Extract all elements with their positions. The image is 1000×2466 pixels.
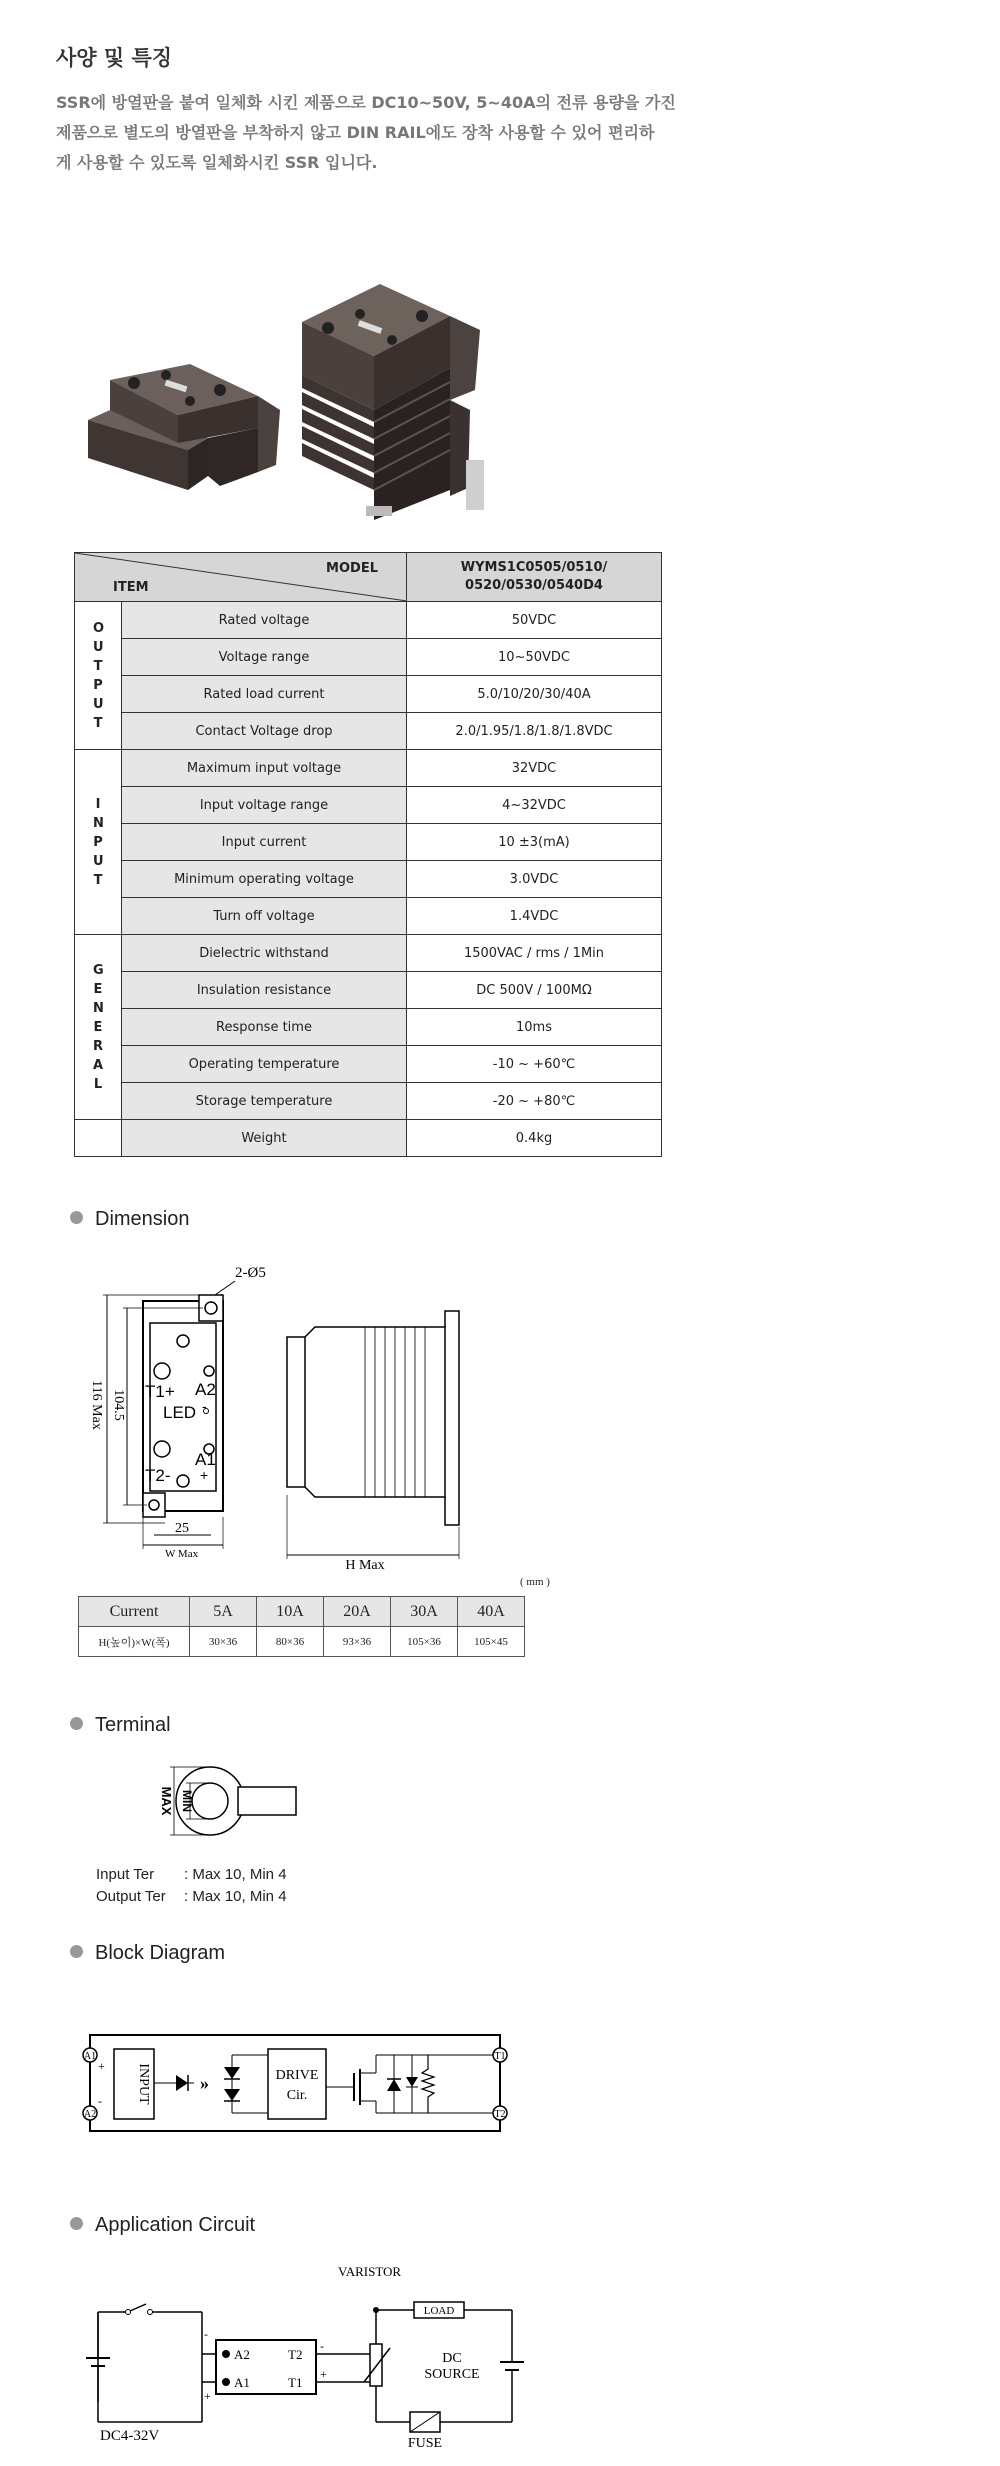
t2-label: T2 — [288, 2347, 303, 2362]
a1-label: A1 — [195, 1450, 216, 1469]
spec-value: 2.0/1.95/1.8/1.8/1.8VDC — [407, 713, 662, 750]
current-header: 5A — [190, 1597, 257, 1627]
minus-label: - — [204, 2327, 208, 2341]
spec-item: Response time — [122, 1009, 407, 1046]
block-diagram — [76, 2025, 516, 2145]
header-item: ITEM — [113, 580, 149, 595]
current-header: 10A — [257, 1597, 324, 1627]
current-header: 30A — [391, 1597, 458, 1627]
spec-item: Maximum input voltage — [122, 750, 407, 787]
weight-blank — [75, 1120, 122, 1157]
spec-value: 10 ±3(mA) — [407, 824, 662, 861]
load-label: LOAD — [423, 2305, 455, 2317]
t1-label: T1+ — [145, 1382, 175, 1401]
dimension-drawing — [75, 1255, 475, 1585]
description-line: 제품으로 별도의 방열판을 부착하지 않고 DIN RAIL에도 장착 사용할 수 있어 편리하 — [56, 123, 655, 142]
spec-table — [74, 552, 662, 1157]
spec-item-weight: Weight — [122, 1120, 407, 1157]
section-title: Block Diagram — [95, 1942, 226, 1964]
page-title: 사양 및 특징 — [56, 46, 173, 70]
supply-label: DC4-32V — [100, 2428, 160, 2444]
terminal-min-label: MIN — [180, 1790, 194, 1812]
bullet-icon — [70, 1717, 83, 1730]
product-description — [56, 88, 696, 178]
dc-source-label-2: SOURCE — [424, 2367, 480, 2382]
input-terminal-spec: Input Ter : Max 10, Min 4 — [96, 1866, 287, 1883]
product-photo — [70, 260, 540, 530]
section-terminal — [70, 1714, 171, 1737]
spec-item: Contact Voltage drop — [122, 713, 407, 750]
current-header: Current — [79, 1597, 190, 1627]
current-row-label: H(높이)×W(폭) — [79, 1627, 190, 1657]
spec-item: Input current — [122, 824, 407, 861]
table-header-model-item — [75, 553, 407, 602]
spec-item: Dielectric withstand — [122, 935, 407, 972]
spec-item: Minimum operating voltage — [122, 861, 407, 898]
description-line: 게 사용할 수 있도록 일체화시킨 SSR 입니다. — [56, 153, 378, 172]
current-header: 40A — [458, 1597, 525, 1627]
spec-item: Voltage range — [122, 639, 407, 676]
spec-item: Rated voltage — [122, 602, 407, 639]
minus-label-right: - — [320, 2339, 324, 2353]
spec-item: Input voltage range — [122, 787, 407, 824]
current-cell: 80×36 — [257, 1627, 324, 1657]
minus-label: - — [98, 2094, 102, 2108]
unit-label: ( mm ) — [520, 1576, 550, 1588]
spec-value: 50VDC — [407, 602, 662, 639]
w-max-label: W Max — [165, 1548, 199, 1560]
a1-label: A1 — [234, 2375, 250, 2390]
group-label-output: O U T P U T — [75, 602, 122, 750]
current-header: 20A — [324, 1597, 391, 1627]
application-circuit-diagram — [80, 2262, 550, 2451]
group-label-input: I N P U T — [75, 750, 122, 935]
current-table — [78, 1596, 525, 1657]
t1-label: T1 — [288, 2375, 303, 2390]
model-value: WYMS1C0505/0510/ 0520/0530/0540D4 — [407, 553, 662, 602]
spec-value: 5.0/10/20/30/40A — [407, 676, 662, 713]
t2-label: T2 — [494, 2109, 506, 2120]
plus-label-right: + — [320, 2367, 327, 2381]
section-dimension — [70, 1208, 189, 1231]
h-max-label: H Max — [345, 1558, 385, 1573]
section-title: Terminal — [95, 1714, 171, 1736]
hole-label: 2-Ø5 — [235, 1265, 266, 1281]
terminal-drawing — [90, 1755, 310, 1855]
plus-label: + — [200, 1467, 209, 1483]
header-model: MODEL — [326, 561, 378, 576]
spec-value: 1.4VDC — [407, 898, 662, 935]
spec-value: 10~50VDC — [407, 639, 662, 676]
bullet-icon — [70, 1211, 83, 1224]
spec-value: 4~32VDC — [407, 787, 662, 824]
spec-item: Storage temperature — [122, 1083, 407, 1120]
spec-item: Operating temperature — [122, 1046, 407, 1083]
spec-item: Insulation resistance — [122, 972, 407, 1009]
current-cell: 93×36 — [324, 1627, 391, 1657]
plus-label: + — [98, 2059, 105, 2073]
spec-value: 1500VAC / rms / 1Min — [407, 935, 662, 972]
terminal-max-label: MAX — [159, 1786, 174, 1816]
current-cell: 30×36 — [190, 1627, 257, 1657]
current-cell: 105×36 — [391, 1627, 458, 1657]
width-25-label: 25 — [175, 1521, 189, 1536]
varistor-label: VARISTOR — [338, 2264, 402, 2279]
section-block-diagram — [70, 1942, 225, 1965]
current-cell: 105×45 — [458, 1627, 525, 1657]
a2-label: A2 — [234, 2347, 250, 2362]
plus-label: + — [204, 2389, 211, 2403]
optocoupler-arrows-icon: » — [200, 2073, 209, 2093]
description-line: SSR에 방열판을 붙여 일체화 시킨 제품으로 DC10~50V, 5~40A의 전류 용량을 가진 — [56, 93, 676, 112]
bullet-icon — [70, 2217, 83, 2230]
output-terminal-spec: Output Ter : Max 10, Min 4 — [96, 1888, 287, 1905]
input-block-label: INPUT — [136, 2063, 151, 2105]
height-inner-label: 104.5 — [111, 1389, 126, 1421]
section-title: Application Circuit — [95, 2214, 256, 2236]
fuse-label: FUSE — [407, 2436, 443, 2451]
t2-label: T2- — [145, 1466, 171, 1485]
t1-label: T1 — [494, 2051, 506, 2062]
spec-value: 3.0VDC — [407, 861, 662, 898]
led-label: LED — [163, 1403, 197, 1422]
spec-value-weight: 0.4kg — [407, 1120, 662, 1157]
dc-source-label-1: DC — [442, 2351, 462, 2366]
spec-value: -10 ~ +60℃ — [407, 1046, 662, 1083]
section-application-circuit — [70, 2214, 255, 2237]
cir-label: Cir. — [286, 2088, 308, 2103]
minus-label: - — [202, 1398, 207, 1414]
spec-value: 10ms — [407, 1009, 662, 1046]
spec-value: -20 ~ +80℃ — [407, 1083, 662, 1120]
a2-label: A2 — [195, 1380, 216, 1399]
spec-item: Turn off voltage — [122, 898, 407, 935]
bullet-icon — [70, 1945, 83, 1958]
spec-value: 32VDC — [407, 750, 662, 787]
height-max-label: 116 Max — [89, 1380, 104, 1430]
small-ssr-image — [88, 364, 280, 490]
large-ssr-image — [302, 284, 484, 520]
spec-value: DC 500V / 100MΩ — [407, 972, 662, 1009]
spec-item: Rated load current — [122, 676, 407, 713]
group-label-general: G E N E R A L — [75, 935, 122, 1120]
a2-label: A2 — [83, 2109, 97, 2120]
a1-label: A1 — [83, 2051, 97, 2062]
drive-label: DRIVE — [275, 2068, 319, 2083]
section-title: Dimension — [95, 1208, 190, 1230]
